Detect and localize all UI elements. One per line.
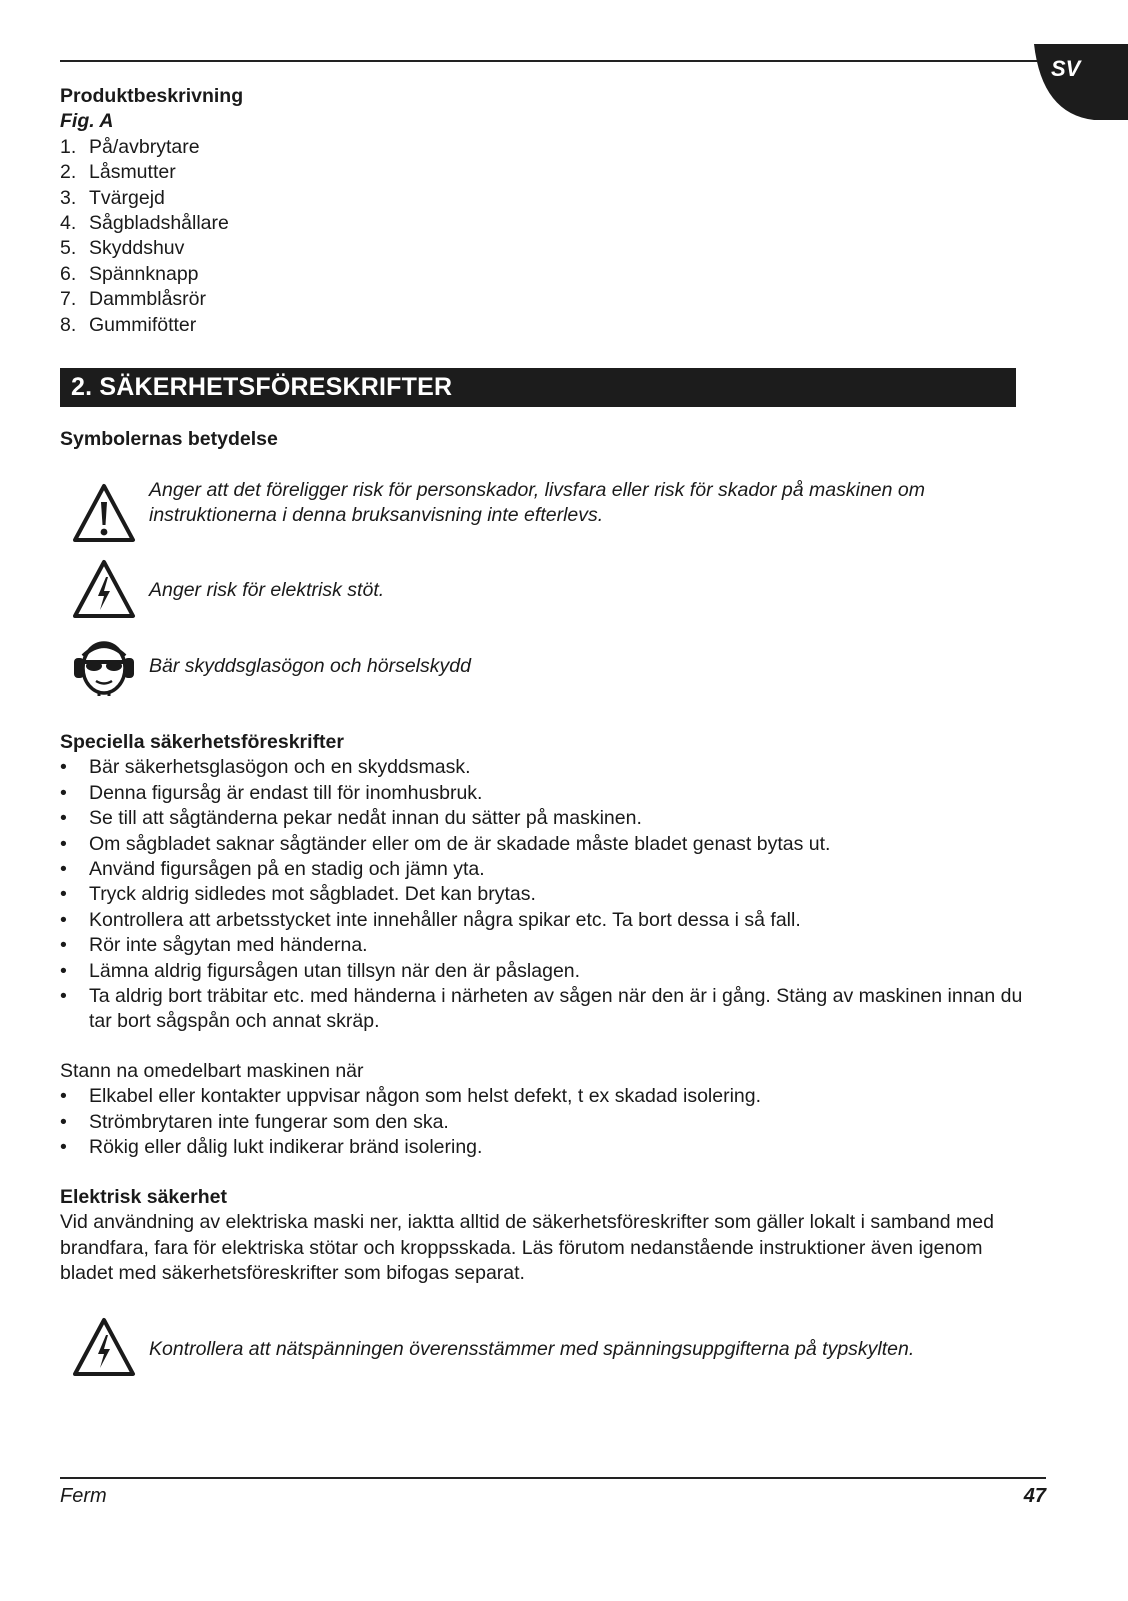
list-item: • Rör inte sågytan med händerna.	[60, 933, 1040, 958]
electric-shock-icon	[72, 558, 136, 625]
list-item: • Strömbrytaren inte fungerar som den ska.	[60, 1110, 1040, 1135]
parts-list	[60, 135, 1040, 338]
electrical-safety-paragraph: Vid användning av elektriska maski ner, iaktta alltid de säkerhetsföreskrifter som gäller lokalt i samband med brandfara, fara för elektriska stötar och kroppsskada. Läs förutom nedanstående instruktioner även igenom bladet med säkerhetsföreskrifter som bifogas separat.	[60, 1211, 994, 1285]
stop-machine-list	[60, 1084, 1040, 1160]
warning-triangle-icon	[72, 482, 136, 549]
page-number: 47	[1023, 1485, 1046, 1507]
list-item: • Ta aldrig bort träbitar etc. med händerna i närheten av sågen när den är i gång. Stäng av maskinen innan du tar bort sågspån och annat skräp.	[60, 984, 1040, 1035]
list-item: 7. Dammblåsrör	[60, 288, 207, 311]
list-item: • Rökig eller dålig lukt indikerar bränd isolering.	[60, 1135, 1040, 1160]
top-rule	[60, 60, 1042, 62]
eye-ear-protection-icon	[72, 634, 136, 703]
list-item: • Bär säkerhetsglasögon och en skyddsmask.	[60, 755, 1040, 780]
figure-reference: Fig. A	[60, 110, 114, 133]
list-item: • Denna figursåg är endast till för inomhusbruk.	[60, 781, 1040, 806]
list-item: 8. Gummifötter	[60, 313, 197, 336]
list-item: • Elkabel eller kontakter uppvisar någon som helst defekt, t ex skadad isolering.	[60, 1084, 1040, 1109]
product-description	[60, 84, 1040, 338]
list-item: • Se till att sågtänderna pekar nedåt innan du sätter på maskinen.	[60, 806, 1040, 831]
special-safety-section	[60, 730, 1040, 1035]
footer-brand: Ferm	[60, 1485, 107, 1507]
list-item: • Om sågbladet saknar sågtänder eller om de är skadade måste bladet genast bytas ut.	[60, 832, 1040, 857]
language-tab	[1034, 44, 1128, 120]
symbols-heading: Symbolernas betydelse	[60, 428, 278, 450]
electrical-safety-section	[60, 1185, 1040, 1287]
list-item: • Kontrollera att arbetsstycket inte innehåller några spikar etc. Ta bort dessa i så fall.	[60, 908, 1040, 933]
list-item: • Lämna aldrig figursågen utan tillsyn när den är påslagen.	[60, 959, 1040, 984]
electric-shock-icon	[72, 1316, 136, 1383]
symbol-text: Bär skyddsglasögon och hörselskydd	[149, 655, 471, 677]
product-description-heading: Produktbeskrivning	[60, 85, 244, 107]
electrical-safety-heading: Elektrisk säkerhet	[60, 1186, 227, 1208]
list-item: • Tryck aldrig sidledes mot sågbladet. Det kan brytas.	[60, 882, 1040, 907]
special-safety-list	[60, 755, 1040, 1034]
stop-machine-intro: Stann na omedelbart maskinen när	[60, 1060, 364, 1082]
language-label: SV	[1051, 56, 1081, 81]
list-item: 6. Spännknapp	[60, 262, 199, 285]
stop-machine-section	[60, 1059, 1040, 1161]
section-title: 2. SÄKERHETSFÖRESKRIFTER	[71, 373, 453, 401]
list-item: • Använd figursågen på en stadig och jämn yta.	[60, 857, 1040, 882]
symbol-text: Anger att det föreligger risk för personskador, livsfara eller risk för skador på maskinen om instruktionerna i denna bruksanvisning inte efterlevs.	[149, 479, 926, 527]
list-item: 3. Tvärgejd	[60, 186, 165, 209]
list-item: 1. På/avbrytare	[60, 135, 200, 158]
section-title-bar	[60, 368, 1016, 407]
list-item: 5. Skyddshuv	[60, 237, 185, 260]
list-item: 2. Låsmutter	[60, 161, 176, 184]
list-item: 4. Sågbladshållare	[60, 212, 229, 235]
voltage-note-text: Kontrollera att nätspänningen överensstämmer med spänningsuppgifterna på typskylten.	[149, 1338, 915, 1360]
symbol-text: Anger risk för elektrisk stöt.	[149, 579, 385, 601]
bottom-rule	[60, 1477, 1046, 1479]
special-safety-heading: Speciella säkerhetsföreskrifter	[60, 731, 344, 753]
